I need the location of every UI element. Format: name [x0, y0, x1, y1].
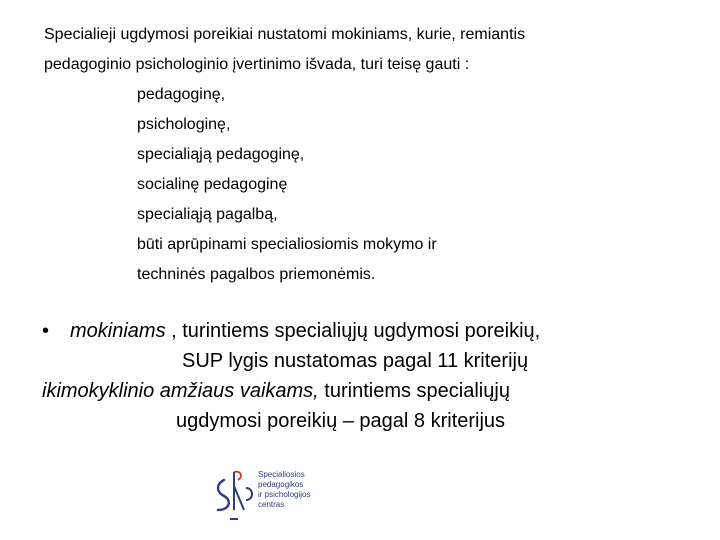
list-item: specialiąją pedagoginę,: [137, 146, 305, 163]
bullet-1-line-2: SUP lygis nustatomas pagal 11 kriterijų: [182, 350, 529, 372]
bullet-2-line-1: [42, 376, 702, 406]
bullet-marker: •: [42, 320, 50, 342]
bullet-1-italic: mokiniams: [70, 320, 166, 342]
list-item: būti aprūpinami specialiosiomis mokymo ir: [137, 236, 437, 253]
logo-line: pedagogikos: [258, 480, 304, 489]
logo-line: centras: [258, 500, 285, 509]
intro-line-2: pedagoginio psichologinio įvertinimo išvada, turi teisę gauti :: [44, 56, 470, 73]
bullet-2-italic: ikimokyklinio amžiaus vaikams,: [42, 380, 319, 402]
list-item: techninės pagalbos priemonėmis.: [137, 266, 376, 283]
list-item: pedagoginę,: [137, 86, 226, 103]
intro-paragraph: [44, 20, 704, 80]
support-list: [137, 80, 437, 290]
list-item: psichologinę,: [137, 116, 231, 133]
bullet-2-line-2: ugdymosi poreikių – pagal 8 kriterijus: [176, 410, 506, 432]
bullet-1-text: , turintiems specialiųjų ugdymosi poreikių,: [165, 320, 541, 342]
list-item: specialiąją pagalbą,: [137, 206, 278, 223]
logo-line: ir psichologijos: [258, 490, 311, 499]
list-item: socialinę pedagoginę: [137, 176, 288, 193]
bullet-1-line-1: [42, 316, 702, 346]
bullet-2-text: turintiems specialiųjų: [318, 380, 510, 402]
logo-line: Specialiosios: [258, 470, 305, 479]
intro-line-1: Specialieji ugdymosi poreikiai nustatomi mokiniams, kurie, remiantis: [44, 26, 526, 43]
bullet-section: [42, 316, 702, 436]
logo-text: [258, 470, 310, 510]
